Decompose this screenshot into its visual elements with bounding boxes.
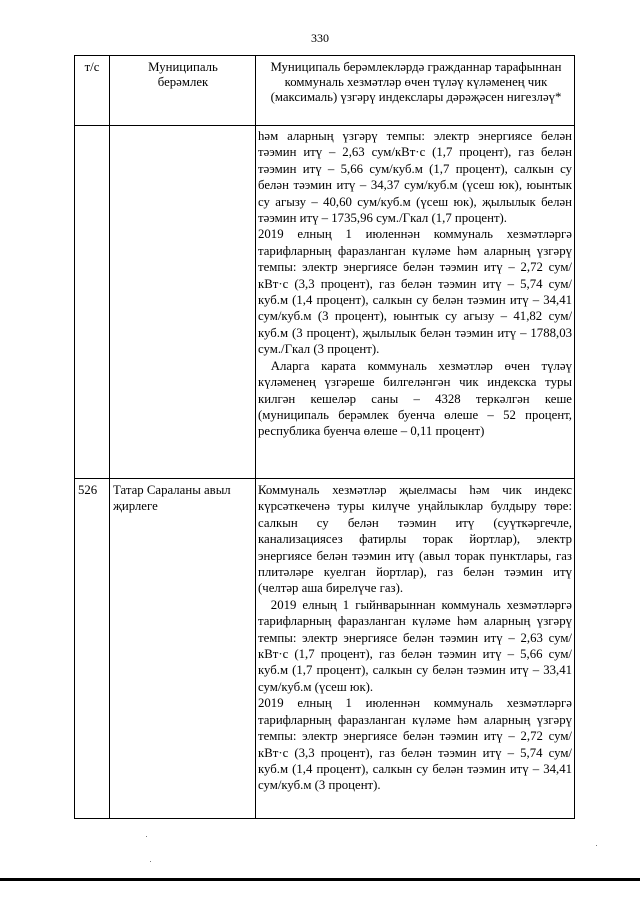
scan-speck [146,836,147,837]
header-description: Муниципаль берәмлекләрдә гражданнар тарафыннан коммуналь хезмәтләр өчен түләү күләменең чик (максималь) үзгәрү индекслары дәрәҗәсен нигезләү* [270,60,562,104]
scan-speck [150,861,151,862]
description-paragraph: һәм аларның үзгәрү темпы: электр энергиясе белән тәэмин итү – 2,63 сум/кВт·с (1,7 процент), газ белән тәэмин итү – 5,66 сум/куб.м (1,7 процент), салкын су белән тәэмин итү – 34,37 сум/куб.м (үсеш юк), юынтык су агызу – 40,60 сум/куб.м (үсеш юк), җылылык белән тәэмин итү – 1735,96 сум./Гкал (1,7 процент). [258,129,572,226]
scan-bottom-bar [0,878,640,881]
description-paragraph: Аларга карата коммуналь хезмәтләр өчен түләү күләменең үзгәреше билгеләнгән чик индекска туры килгән кешеләр саны – 4328 теркәлгән кеше (муниципаль берәмлек буенча өлеше – 52 процент, республика буенча өлеше – 0,11 процент) [258,358,572,439]
column-divider [109,56,110,818]
page-number: 330 [311,31,329,45]
description-cell [258,128,572,440]
data-table [74,55,575,819]
description-paragraph: Коммуналь хезмәтләр җыелмасы һәм чик индекс күрсәткеченә туры килүче уңайлыклар булдыру төре: салкын су белән тәэмин итү (суүткәргечле, канализациясез фатирлы торак йортлар), электр энергиясе белән тәэмин итү (авыл торак пунктлары, газ плитәләре куелган йортлар), газ белән тәэмин итү (челтәр аша бирелүче газ). [258,483,572,596]
row-divider [75,478,574,479]
municipality-name: Татар Сараланы авыл җирлеге [113,483,231,514]
row-number: 526 [78,483,98,497]
description-paragraph: 2019 елның 1 июленнән коммуналь хезмәтләргә тарифларның фаразланган күләме һәм аларның үзгәрү темпы: электр энергиясе белән тәэмин итү – 2,72 сум/кВт·с (3,3 процент), газ белән тәэмин итү – 5,74 сум/куб.м (1,4 процент), салкын су белән тәэмин итү – 34,41 сум/куб.м (3 процент), юынтык су агызу – 41,82 сум/куб.м (3 процент), җылылык белән тәэмин итү – 1788,03 сум./Гкал (3 процент). [258,227,572,357]
description-paragraph: 2019 елның 1 гыйнварыннан коммуналь хезмәтләргә тарифларның фаразланган күләме һәм аларның үзгәрү темпы: электр энергиясе белән тәэмин итү – 2,63 сум/кВт·с (1,7 процент), газ белән тәэмин итү – 5,66 сум/куб.м (1,7 процент), салкын су белән тәэмин итү – 33,41 сум/куб.м (үсеш юк). [258,597,572,694]
header-num: т/с [84,60,100,74]
header-row-divider [75,125,574,126]
description-cell [258,482,572,794]
scan-speck [596,845,597,846]
header-municipality: Муниципаль берәмлек [148,60,218,89]
column-divider [255,56,256,818]
description-paragraph: 2019 елның 1 июленнән коммуналь хезмәтләргә тарифларның фаразланган күләме һәм аларның үзгәрү темпы: электр энергиясе белән тәэмин итү – 2,72 сум/кВт·с (3,3 процент), газ белән тәэмин итү – 5,74 сум/куб.м (1,4 процент), салкын су белән тәэмин итү – 34,41 сум/куб.м (3 процент). [258,696,572,793]
